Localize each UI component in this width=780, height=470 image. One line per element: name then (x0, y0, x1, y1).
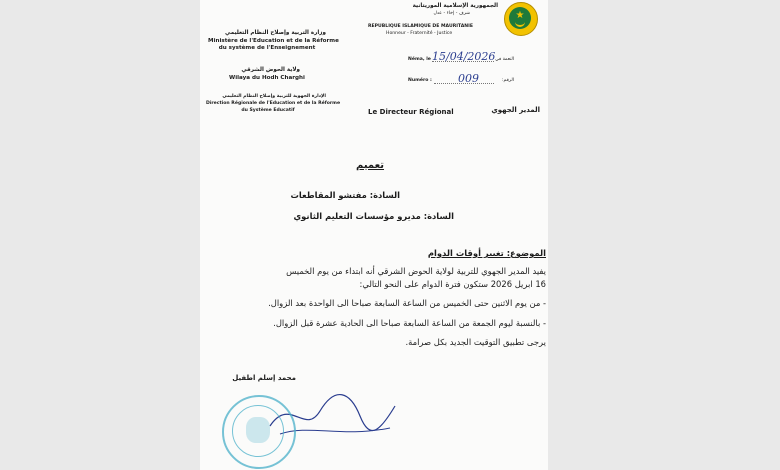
closing-line: يرجى تطبيق التوقيت الجديد بكل صرامة. (405, 337, 546, 347)
date-label-fr: Néma, le (408, 57, 431, 62)
direction-french: Direction Régionale de l'Education et de la Réforme (206, 101, 341, 106)
date-label-ar: النعمة في (495, 57, 514, 62)
director-title-fr: Le Directeur Régional (368, 108, 454, 116)
right-margin-background (548, 0, 780, 470)
republic-french-motto: Honneur - Fraternité - Justice (386, 31, 453, 36)
schedule-item-2: - بالنسبة ليوم الجمعة من الساعة السابعة صباحا الى الحادية عشرة قبل الزوال. (273, 318, 546, 328)
subject-line: الموضوع: تغيير أوقات الدوام (427, 248, 546, 258)
intro-line-2: 16 ابريل 2026 ستكون فترة الدوام على النحو التالي: (359, 279, 546, 289)
number-value: 009 (458, 72, 479, 85)
signatory-name: محمد إسلم اطفيل (232, 374, 296, 382)
recipient-1: السادة: مفتشو المقاطعات (290, 190, 400, 200)
recipient-2: السادة: مديرو مؤسسات التعليم الثانوي (293, 211, 454, 221)
number-label-fr: Numéro : (408, 78, 432, 83)
ministry-arabic: وزارة التربية وإصلاح النظام التعليمي (225, 30, 326, 36)
document-page (200, 0, 548, 470)
document-heading: تعميم (355, 160, 385, 171)
republic-french: REPUBLIQUE ISLAMIQUE DE MAURITANIE (368, 24, 473, 29)
direction-french-2: du Système Educatif (241, 108, 295, 113)
director-title-ar: المدير الجهوي (491, 106, 540, 114)
ministry-french: Ministère de l'Education et de la Réforme (208, 38, 339, 44)
left-margin-background (0, 0, 200, 470)
ministry-french-2: du système de l'Enseignement (218, 45, 316, 51)
schedule-item-1: - من يوم الاثنين حتى الخميس من الساعة السابعة صباحا الى الواحدة بعد الزوال. (268, 298, 546, 308)
wilaya-arabic: ولاية الحوض الشرقي (241, 67, 300, 73)
direction-arabic: الإدارة الجهوية للتربية وإصلاح النظام التعليمي (222, 94, 326, 99)
national-emblem-icon: ★ (504, 2, 538, 36)
number-label-ar: الرقم: (501, 78, 514, 83)
official-stamp-icon (222, 395, 296, 469)
date-value: 15/04/2026 (432, 50, 496, 63)
intro-line-1: يفيد المدير الجهوي للتربية لولاية الحوض الشرقي أنه ابتداء من يوم الخميس (286, 266, 546, 276)
republic-arabic: الجمهورية الإسلامية الموريتانية (412, 3, 498, 9)
wilaya-french: Wilaya du Hodh Charghi (229, 75, 305, 81)
republic-arabic-motto: شرف - إخاء - عدل (433, 11, 470, 16)
